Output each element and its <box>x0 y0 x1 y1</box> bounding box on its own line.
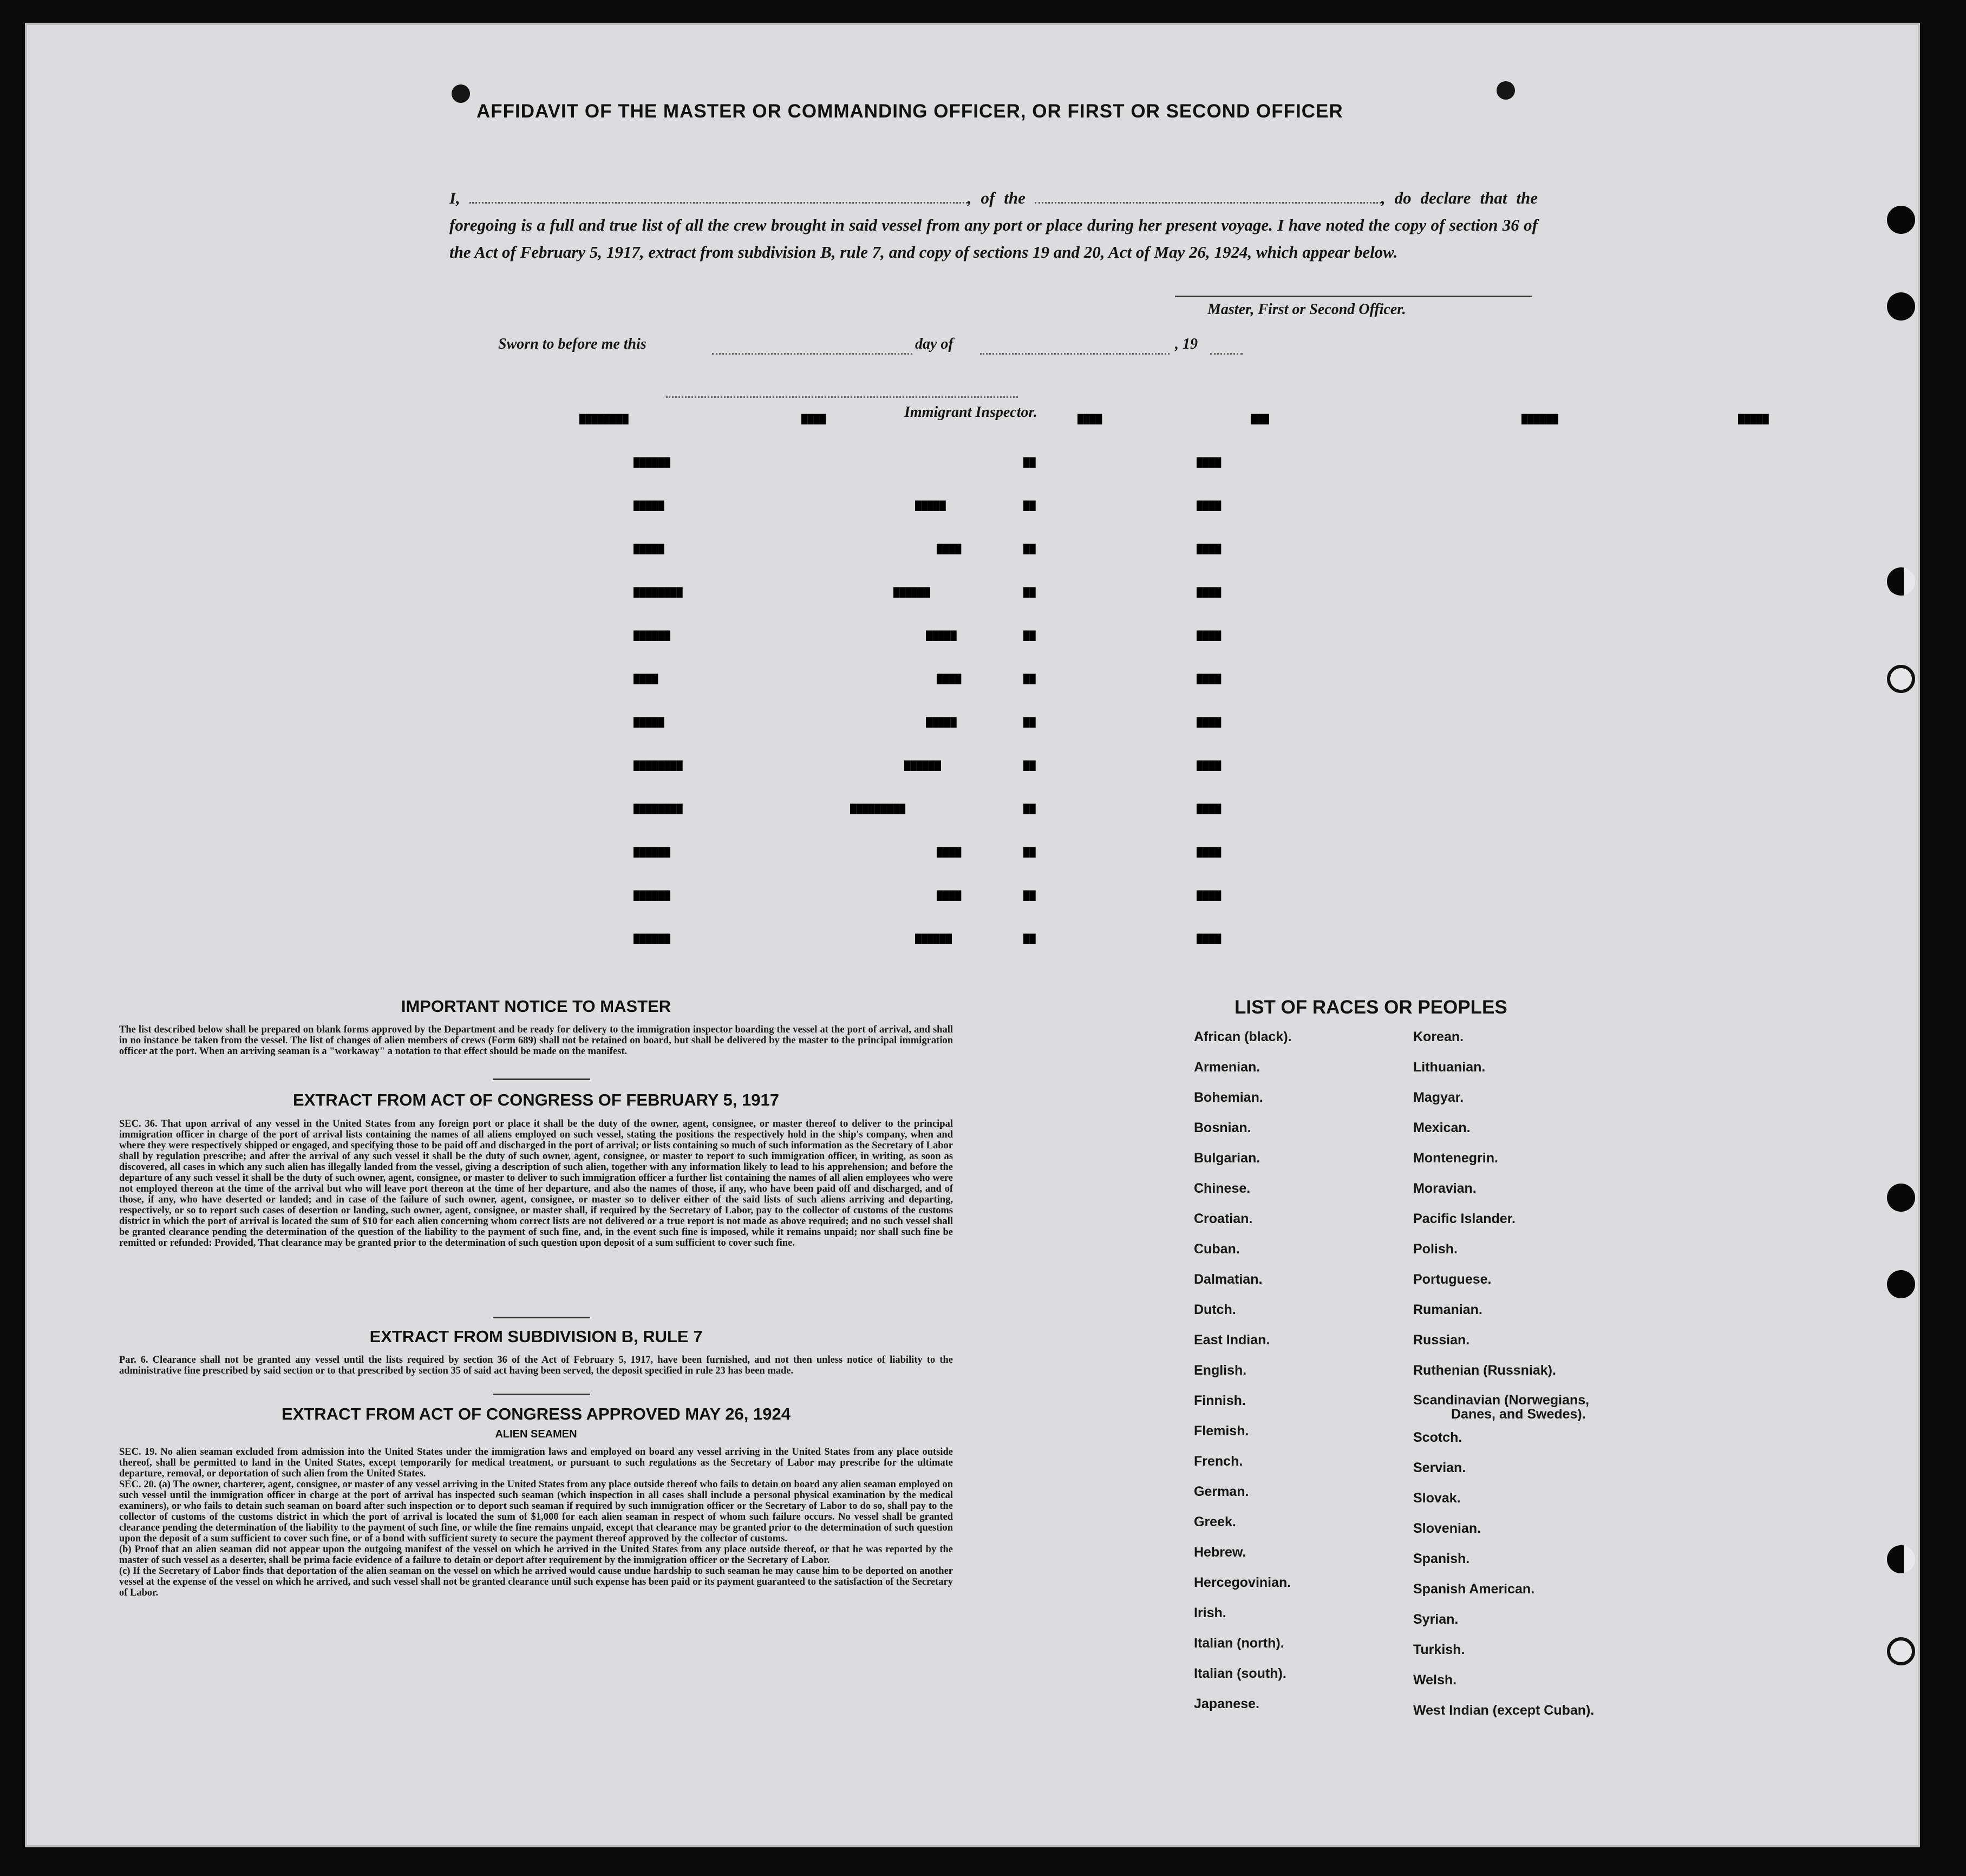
race-item: Italian (north). <box>1194 1636 1284 1651</box>
declaration-of-the: , of the <box>967 188 1026 207</box>
race-item: Dalmatian. <box>1194 1272 1263 1287</box>
race-item: Croatian. <box>1194 1211 1253 1226</box>
race-item: Greek. <box>1194 1514 1236 1529</box>
race-item: Irish. <box>1194 1605 1226 1620</box>
race-item: Slovenian. <box>1413 1521 1481 1536</box>
race-item: Montenegrin. <box>1413 1151 1498 1166</box>
race-item: Mexican. <box>1413 1120 1471 1135</box>
extract-rule7-paragraph: Par. 6. Clearance shall not be granted any vessel until the lists required by section 36 of the Act of February 5, 1917, have been furnished, and not then unless notice of liability to the administrative fine prescribed by said section or to that prescribed by section 35 of said act having been served, the deposit specified in rule 23 has been made. <box>119 1355 953 1376</box>
race-item: Flemish. <box>1194 1423 1249 1439</box>
race-item: Bulgarian. <box>1194 1151 1260 1166</box>
sec19-paragraph: SEC. 19. No alien seaman excluded from admission into the United States under the immigration laws and employed on board any vessel arriving in the United States from any place outside thereof, shall be permitted to land in the United States, except temporarily for medical treatment, or pursuant to such regulations as the Secretary of Labor may prescribe for the ultimate departure, removal, or deportation of such alien from the United States. <box>119 1447 953 1479</box>
race-item: Spanish. <box>1413 1551 1470 1566</box>
punch-hole <box>452 84 470 103</box>
affidavit-title: AFFIDAVIT OF THE MASTER OR COMMANDING OFFICER, OR FIRST OR SECOND OFFICER <box>476 101 1343 122</box>
section-divider <box>493 1078 590 1080</box>
race-item: Pacific Islander. <box>1413 1211 1516 1226</box>
declaration-body: that the foregoing is a full and true list of all the crew brought in said vessel from any port or place during her present voyage. I have noted the copy of section 36 of the Act of February 5, 1917, extract from subdivision B, rule 7, and copy of sections 19 and 20, Act of May 26, 1924, which appear below. <box>449 188 1538 262</box>
race-item: Syrian. <box>1413 1612 1459 1627</box>
race-item: Lithuanian. <box>1413 1060 1486 1075</box>
races-heading: LIST OF RACES OR PEOPLES <box>1235 997 1507 1018</box>
section-divider <box>493 1394 590 1395</box>
race-item: Polish. <box>1413 1241 1458 1257</box>
race-item: Cuban. <box>1194 1241 1240 1257</box>
extract-rule7-body <box>119 1355 953 1376</box>
race-item: Chinese. <box>1194 1181 1251 1196</box>
notice-heading: IMPORTANT NOTICE TO MASTER <box>401 997 671 1016</box>
race-item: Portuguese. <box>1413 1272 1492 1287</box>
race-item: Servian. <box>1413 1460 1466 1475</box>
section-divider <box>493 1317 590 1318</box>
notice-paragraph: The list described below shall be prepared on blank forms approved by the Department and be ready for delivery to the immigration inspector boarding the vessel at the port of arrival, and shall in no instance be taken from the vessel. The list of changes of alien members of crews (Form 689) shall not be retained on board, but shall be delivered by the master to the principal immigration officer at the port. When an arriving seaman is a "workaway" a notation to that effect should be made on the manifest. <box>119 1024 953 1057</box>
extract-1917-heading: EXTRACT FROM ACT OF CONGRESS OF FEBRUARY 5, 1917 <box>293 1090 779 1109</box>
race-item: German. <box>1194 1484 1249 1499</box>
race-item: Moravian. <box>1413 1181 1477 1196</box>
binder-hole <box>1887 1184 1915 1212</box>
race-item: Finnish. <box>1194 1393 1246 1408</box>
inspector-signature-line <box>666 396 1018 398</box>
race-item: Italian (south). <box>1194 1666 1286 1681</box>
year-prefix: , 19 <box>1175 336 1198 352</box>
document-sheet: ████████ ████ ████ ███ ██████ █████ ██████ ██ ████ █████ █████ ██ ████ █████ ████ ██ ████ ████████ ██████ ██ ████ ██████ █████ ██ ████ ████ ████ ██ ████ █████ █████ ██ ████ ████████ ██████ ██ ████ ████████ █████████ ██ ████ ██████ ████ ██ ████ ██████ ████ ██ ████ ██████ ██████ ██ ████ AFFIDAVIT OF THE MASTER OR COMMANDING OFFICER, OR FIRST OR SECOND OFFICER I, , of the , do declare that the foregoing is a full and true list of all the crew brought in said vessel from any port or place during her present voyage. I have noted the copy of section 36 of the Act of February 5, 1917, extract from subdivision B, rule 7, and copy of sections 19 and 20, Act of May 26, 1924, which appear below. Master, First or Second Officer. Sworn to before me this day of , 19 Immigrant Inspector. IMPORTANT NOTICE TO MASTER The list described below shall be prepared on blank forms approved by the Department and be ready for delivery to the immigration inspector boarding the vessel at the port of arrival, and shall in no instance be taken from the vessel. The list of changes of alien members of crews (Form 689) shall not be retained on board, but shall be delivered by the master to the principal immigration officer at the port. When an arriving seaman is a "workaway" a notation to that effect should be made on the manifest. EXTRACT FROM ACT OF CONGRESS OF FEBRUARY 5, 1917 SEC. 36. That upon arrival of any vessel in the United States from any foreign port or place it shall be the duty of the owner, agent, consignee, or master thereof to deliver to the principal immigration officer in charge of the port of arrival lists containing the names of all aliens employed on such vessel, stating the positions the respectively hold in the ship's company, when and where they were respectively shipped or engaged, and specifying those to be paid off and discharged in the port of arrival; or lists containing so much of such information as the Secretary of Labor shall by regulation prescribe; and after the arrival of any such vessel it shall be the duty of such owner, agent, consignee, or master to report to such immigration officer, in writing, as soon as discovered, all cases in which any such alien has illegally landed from the vessel, giving a description of such alien, together with any information likely to lead to his apprehension; and before the departure of any such vessel it shall be the duty of such owner, agent, consignee, or master to deliver to such immigration officer a further list containing the names of all alien employees who were not employed thereon at the time of the arrival but who will leave port thereon at the time of her departure, and also the names of those, if any, who have been paid off and discharged, and of those, if any, who have deserted or landed; and in case of the failure of such owner, agent, consignee, or master so to deliver either of the said lists of such aliens arriving and departing, respectively, or so to report such cases of desertion or landing, such owner, agent, consignee, or master shall, if required by the Secretary of Labor, pay to the collector of customs of the customs district in which the port of arrival is located the sum of $10 for each alien concerning whom correct lists are not delivered or a true report is not made as above required; and no such vessel shall be granted clearance pending the determination of the question of the liability to the payment of such fine, and, in the event such fine is imposed, while it remains unpaid; nor shall such fine be remitted or refunded: Provided, That clearance may be granted prior to the determination of such question upon deposit of a sum sufficient to cover such fine. EXTRACT FROM SUBDIVISION B, RULE 7 Par. 6. Clearance shall not be granted any vessel until the lists required by section 36 of the Act of February 5, 1917, have been furnished, and not then unless notice of liability to the administrative fine prescribed by said section or to that prescribed by section 35 of said act having been served, the deposit specified in rule 23 has been made. EXTRACT FROM ACT OF CONGRESS APPROVED MAY 26, 1924 ALIEN SEAMEN SEC. 19. No alien seaman excluded from admission into the United States under the immigration laws and employed on board any vessel arriving in the United States from any place outside thereof, shall be permitted to land in the United States, except temporarily for medical treatment, or pursuant to such regulations as the Secretary of Labor may prescribe for the ultimate departure, removal, or deportation of such alien from the United States. SEC. 20. (a) The owner, charterer, agent, consignee, or master of any vessel arriving in the United States from any place outside thereof who fails to detain on board any alien seaman employed on such vessel until the immigration officer in charge at the port of arrival has inspected such seaman (which inspection in all cases shall include a personal physical examination by the medical examiners), or who fails to detain such seaman on board after such inspection or to deport such seaman if required by such immigration officer or the Secretary of Labor to do so, shall pay to the collector of customs of the customs district in which the port of arrival is located the sum of $1,000 for each alien seaman in respect of whom such failure occurs. No vessel shall be granted clearance pending the determination of the liability to the payment of such fine, or while the fine remains unpaid, except that clearance may be granted prior to the determination of such question upon the deposit of a sum sufficient to cover such fine, or of a bond with sufficient surety to secure the payment thereof approved by the collector of customs. (b) Proof that an alien seaman did not appear upon the outgoing manifest of the vessel on which he arrived in the United States from any place outside thereof, or that he was reported by the master of such vessel as a deserter, shall be prima facie evidence of a failure to detain or deport after requirement by the immigration officer or the Secretary of Labor. (c) If the Secretary of Labor finds that deportation of the alien seaman on the vessel on which he arrived would cause undue hardship to such seaman he may cause him to be deported on another vessel at the expense of the vessel on which he arrived, and such vessel shall not be granted clearance until such expense has been paid or its payment guaranteed to the satisfaction of the Secretary of Labor. LIST OF RACES OR PEOPLES African (black). Armenian. Bohemian. Bosnian. Bulgarian. Chinese. Croatian. Cuban. Dalmatian. Dutch. East Indian. English. Finnish. Flemish. French. German. Greek. Hebrew. Hercegovinian. Irish. Italian (north). Italian (south). Japanese. Korean. Lithuanian. Magyar. Mexican. Montenegrin. Moravian. Pacific Islander. Polish. Portuguese. Rumanian. Russian. Ruthenian (Russniak). Scandinavian (Norwegians, Danes, and Swedes). Scotch. Servian. Slovak. Slovenian. Spanish. Spanish American. Syrian. Turkish. Welsh. West Indian (except Cuban). <box>25 23 1920 1847</box>
races-list-right <box>1413 1029 1594 1733</box>
race-item: Slovak. <box>1413 1491 1461 1506</box>
binder-hole <box>1887 206 1915 234</box>
race-item: Armenian. <box>1194 1060 1260 1075</box>
binder-hole <box>1887 665 1915 693</box>
master-signature-line <box>1175 296 1532 297</box>
year-blank <box>1210 353 1243 355</box>
sec20c-paragraph: (c) If the Secretary of Labor finds that deportation of the alien seaman on the vessel on which he arrived would cause undue hardship to such seaman he may cause him to be deported on another vessel at the expense of the vessel on which he arrived, and such vessel shall not be granted clearance until such expense has been paid or its payment guaranteed to the satisfaction of the Secretary of Labor. <box>119 1566 953 1598</box>
vessel-blank <box>1035 188 1381 204</box>
race-item: Dutch. <box>1194 1302 1236 1317</box>
master-label: Master, First or Second Officer. <box>1207 301 1406 318</box>
declaration-do-declare: , do declare <box>1381 188 1471 207</box>
sworn-month-blank <box>980 353 1170 355</box>
race-item: East Indian. <box>1194 1332 1270 1348</box>
alien-seamen-subheading: ALIEN SEAMEN <box>495 1428 577 1440</box>
binder-hole <box>1887 292 1915 321</box>
sworn-label: Sworn to before me this <box>498 336 646 352</box>
extract-1917-paragraph: SEC. 36. That upon arrival of any vessel in the United States from any foreign port or place it shall be the duty of the owner, agent, consignee, or master thereof to deliver to the principal immigration officer in charge of the port of arrival lists containing the names of all aliens employed on such vessel, stating the positions the respectively hold in the ship's company, when and where they were respectively shipped or engaged, and specifying those to be paid off and discharged in the port of arrival; or lists containing so much of such information as the Secretary of Labor shall by regulation prescribe; and after the arrival of any such vessel it shall be the duty of such owner, agent, consignee, or master to report to such immigration officer, in writing, as soon as discovered, all cases in which any such alien has illegally landed from the vessel, giving a description of such alien, together with any information likely to lead to his apprehension; and before the departure of any such vessel it shall be the duty of such owner, agent, consignee, or master to deliver to such immigration officer a further list containing the names of all alien employees who were not employed thereon at the time of the arrival but who will leave port thereon at the time of her departure, and also the names of those, if any, who have been paid off and discharged, and of those, if any, who have deserted or landed; and in case of the failure of such owner, agent, consignee, or master so to deliver either of the said lists of such aliens arriving and departing, respectively, or so to report such cases of desertion or landing, such owner, agent, consignee, or master shall, if required by the Secretary of Labor, pay to the collector of customs of the customs district in which the port of arrival is located the sum of $10 for each alien concerning whom correct lists are not delivered or a true report is not made as above required; and no such vessel shall be granted clearance pending the determination of the question of the liability to the payment of such fine, and, in the event such fine is imposed, while it remains unpaid; nor shall such fine be remitted or refunded: Provided, That clearance may be granted prior to the determination of such question upon deposit of a sum sufficient to cover such fine. <box>119 1119 953 1249</box>
race-item: Bohemian. <box>1194 1090 1263 1105</box>
race-item: Turkish. <box>1413 1642 1465 1657</box>
extract-1917-body <box>119 1119 953 1249</box>
binder-hole <box>1887 567 1915 596</box>
race-item: Korean. <box>1413 1029 1464 1044</box>
sec20b-paragraph: (b) Proof that an alien seaman did not appear upon the outgoing manifest of the vessel on which he arrived in the United States from any place outside thereof, or that he was reported by the master of such vessel as a deserter, shall be prima facie evidence of a failure to detain or deport after requirement by the immigration officer or the Secretary of Labor. <box>119 1544 953 1566</box>
extract-rule7-heading: EXTRACT FROM SUBDIVISION B, RULE 7 <box>369 1327 703 1346</box>
notice-body <box>119 1024 953 1057</box>
affidavit-declaration <box>449 185 1538 266</box>
inspector-label: Immigrant Inspector. <box>904 404 1037 421</box>
race-item: Magyar. <box>1413 1090 1464 1105</box>
race-item: West Indian (except Cuban). <box>1413 1703 1595 1718</box>
binder-hole <box>1887 1545 1915 1573</box>
extract-1924-body <box>119 1447 953 1598</box>
binder-hole <box>1887 1637 1915 1665</box>
race-item: Rumanian. <box>1413 1302 1482 1317</box>
race-item: Hercegovinian. <box>1194 1575 1291 1590</box>
extract-1924-heading: EXTRACT FROM ACT OF CONGRESS APPROVED MAY 26, 1924 <box>282 1404 791 1423</box>
race-item: Spanish American. <box>1413 1581 1535 1597</box>
race-item-line: Scandinavian (Norwegians, <box>1413 1393 1590 1408</box>
day-of-label: day of <box>915 336 953 352</box>
sec20a-paragraph: SEC. 20. (a) The owner, charterer, agent, consignee, or master of any vessel arriving in the United States from any place outside thereof who fails to detain on board any alien seaman employed on such vessel until the immigration officer in charge at the port of arrival has inspected such seaman (which inspection in all cases shall include a personal physical examination by the medical examiners), or who fails to detain such seaman on board after such inspection or to deport such seaman if required by such immigration officer or the Secretary of Labor to do so, shall pay to the collector of customs of the customs district in which the port of arrival is located the sum of $1,000 for each alien seaman in respect of whom such failure occurs. No vessel shall be granted clearance pending the determination of the liability to the payment of such fine, or while the fine remains unpaid, except that clearance may be granted prior to the determination of such question upon the deposit of a sum sufficient to cover such fine, or of a bond with sufficient surety to secure the payment thereof approved by the collector of customs. <box>119 1479 953 1544</box>
race-item: Russian. <box>1413 1332 1470 1348</box>
race-item <box>1413 1393 1594 1430</box>
declaration-intro: I, <box>449 188 460 207</box>
race-item: Welsh. <box>1413 1672 1457 1688</box>
race-item: French. <box>1194 1454 1243 1469</box>
race-item: Ruthenian (Russniak). <box>1413 1363 1556 1378</box>
name-blank <box>469 188 968 204</box>
race-item: Hebrew. <box>1194 1545 1246 1560</box>
race-item: English. <box>1194 1363 1247 1378</box>
race-item: Scotch. <box>1413 1430 1462 1445</box>
sworn-day-blank <box>712 353 912 355</box>
punch-hole <box>1497 81 1515 100</box>
races-list-left <box>1194 1029 1292 1727</box>
race-item: African (black). <box>1194 1029 1292 1044</box>
race-item: Japanese. <box>1194 1696 1259 1711</box>
race-item: Bosnian. <box>1194 1120 1251 1135</box>
binder-hole <box>1887 1270 1915 1298</box>
race-item-line: Danes, and Swedes). <box>1451 1407 1586 1422</box>
